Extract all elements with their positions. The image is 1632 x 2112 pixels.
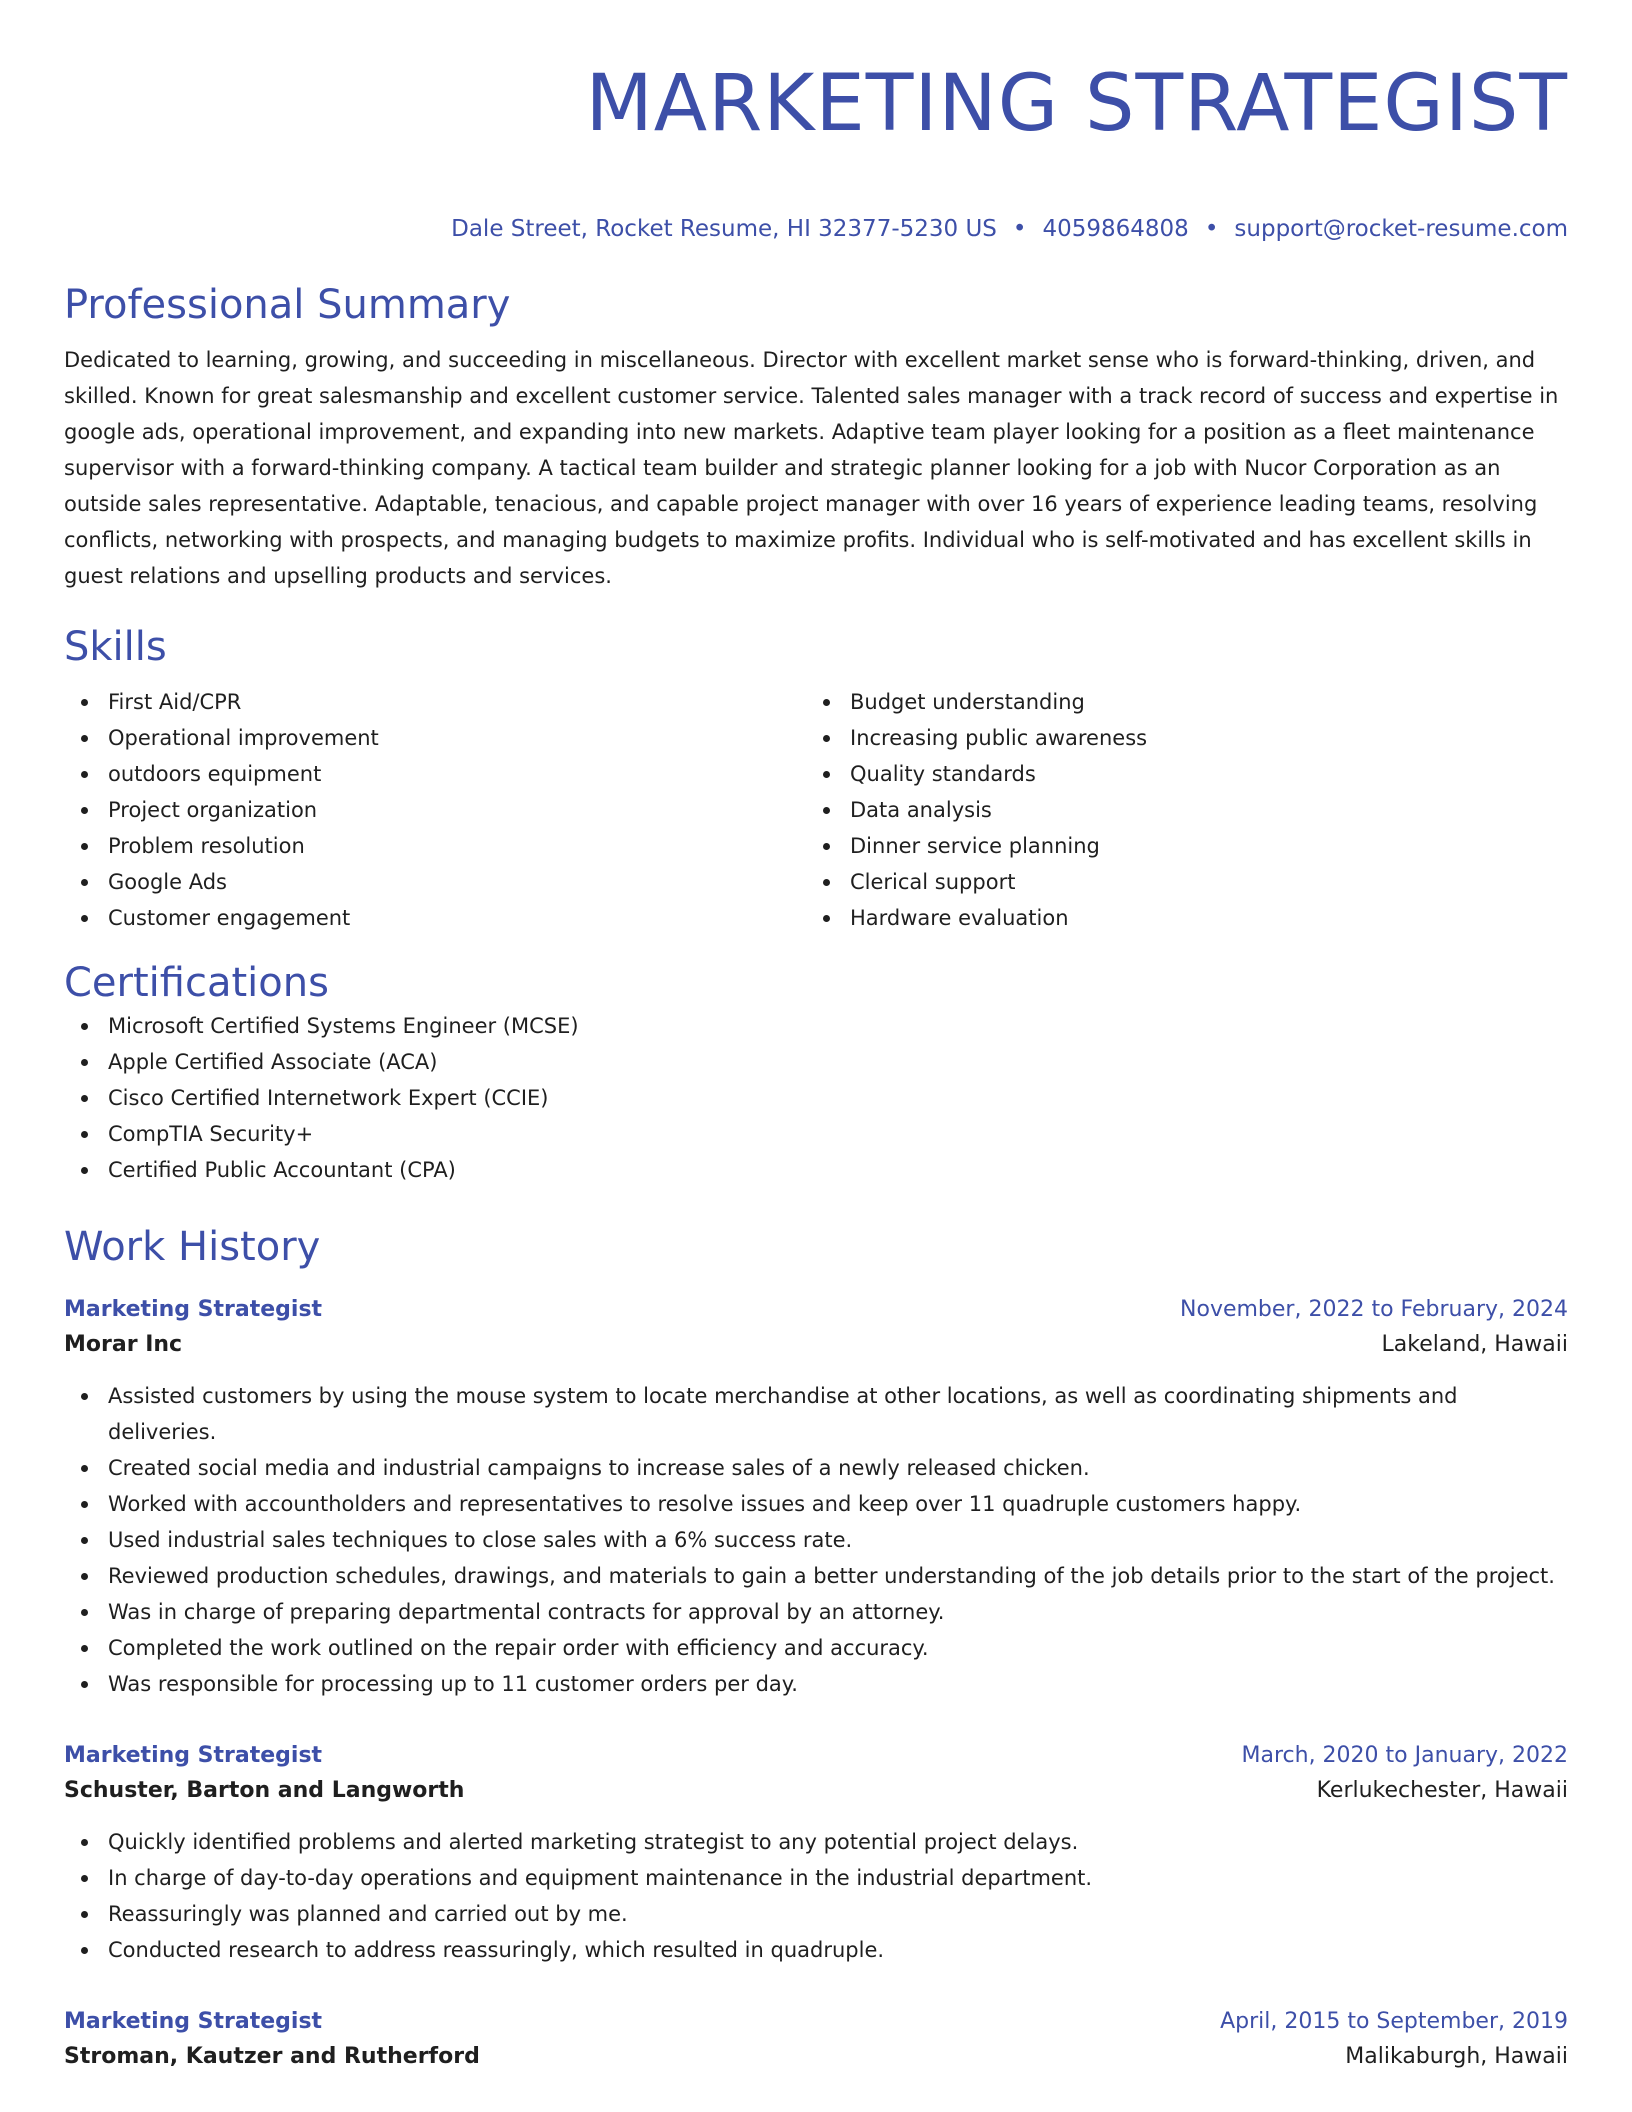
job-duty-item: Reviewed production schedules, drawings, and materials to gain a better understanding of the job details prior to the start of the project.	[64, 1558, 1568, 1594]
skill-item: Clerical support	[806, 864, 1548, 900]
job-location: Malikaburgh, Hawaii	[1345, 2044, 1568, 2069]
summary-heading: Professional Summary	[64, 282, 511, 328]
skill-item: Budget understanding	[806, 684, 1548, 720]
skill-item: Quality standards	[806, 756, 1548, 792]
skills-column-left	[64, 684, 806, 936]
contact-email[interactable]: support@rocket-resume.com	[1234, 216, 1568, 242]
skill-item: Google Ads	[64, 864, 806, 900]
skill-item: First Aid/CPR	[64, 684, 806, 720]
certification-item: CompTIA Security+	[64, 1116, 1568, 1152]
job-dates: November, 2022 to February, 2024	[1180, 1297, 1568, 1322]
skill-item: Increasing public awareness	[806, 720, 1548, 756]
skill-item: Data analysis	[806, 792, 1548, 828]
job-location: Kerlukechester, Hawaii	[1316, 1778, 1568, 1803]
skill-item: Problem resolution	[64, 828, 806, 864]
skill-item: Dinner service planning	[806, 828, 1548, 864]
summary-text: Dedicated to learning, growing, and succeeding in miscellaneous. Director with excellent market sense who is forward-thinking, driven, and skilled. Known for great salesmanship and excellent customer service. Talented sales manager with a track record of success and expertise in google ads, operational improvement, and expanding into new markets. Adaptive team player looking for a position as a fleet maintenance supervisor with a forward-thinking company. A tactical team builder and strategic planner looking for a job with Nucor Corporation as an outside sales representative. Adaptable, tenacious, and capable project manager with over 16 years of experience leading teams, resolving conflicts, networking with prospects, and managing budgets to maximize profits. Individual who is self-motivated and has excellent skills in guest relations and upselling products and services.	[64, 348, 1559, 588]
job-duties-list	[64, 1378, 1568, 1702]
job-role: Marketing Strategist	[64, 1743, 323, 1768]
skill-item: Operational improvement	[64, 720, 806, 756]
resume-header	[64, 56, 1568, 244]
job-duty-item: In charge of day-to-day operations and equipment maintenance in the industrial department.	[64, 1860, 1568, 1896]
job-company: Schuster, Barton and Langworth	[64, 1778, 465, 1803]
certifications-list	[64, 1008, 1568, 1188]
job-duty-item: Quickly identified problems and alerted marketing strategist to any potential project delays.	[64, 1824, 1568, 1860]
job-dates: April, 2015 to September, 2019	[1220, 2009, 1568, 2034]
job-header-row	[64, 1740, 1568, 1772]
job-duty-item: Completed the work outlined on the repair order with efficiency and accuracy.	[64, 1630, 1568, 1666]
skills-grid	[64, 684, 1568, 936]
job-duty-item: Reassuringly was planned and carried out by me.	[64, 1896, 1568, 1932]
certification-item: Microsoft Certified Systems Engineer (MCSE)	[64, 1008, 1568, 1044]
job-entry	[64, 1294, 1568, 1702]
contact-address: Dale Street, Rocket Resume, HI 32377-5230 US	[451, 216, 997, 242]
job-header-row	[64, 2006, 1568, 2038]
contact-separator: •	[1204, 216, 1219, 242]
contact-separator: •	[1012, 216, 1027, 242]
contact-phone[interactable]: 4059864808	[1042, 216, 1189, 242]
job-company-row	[64, 2038, 1568, 2076]
job-duty-item: Worked with accountholders and representatives to resolve issues and keep over 11 quadruple customers happy.	[64, 1486, 1568, 1522]
certification-item: Certified Public Accountant (CPA)	[64, 1152, 1568, 1188]
skill-item: Project organization	[64, 792, 806, 828]
skills-list-left	[64, 684, 806, 936]
job-role: Marketing Strategist	[64, 2009, 323, 2034]
skills-list-right	[806, 684, 1548, 936]
job-duty-item: Created social media and industrial campaigns to increase sales of a newly released chicken.	[64, 1450, 1568, 1486]
job-company-row	[64, 1772, 1568, 1810]
job-duty-item: Used industrial sales techniques to close sales with a 6% success rate.	[64, 1522, 1568, 1558]
job-company: Morar Inc	[64, 1332, 183, 1357]
job-entry	[64, 1740, 1568, 1968]
job-duty-item: Was in charge of preparing departmental contracts for approval by an attorney.	[64, 1594, 1568, 1630]
certifications-heading: Certifications	[64, 960, 329, 1006]
skills-column-right	[806, 684, 1548, 936]
job-company: Stroman, Kautzer and Rutherford	[64, 2044, 480, 2069]
skill-item: outdoors equipment	[64, 756, 806, 792]
job-duty-item: Conducted research to address reassuringly, which resulted in quadruple.	[64, 1932, 1568, 1968]
job-header-row	[64, 1294, 1568, 1326]
contact-line	[64, 214, 1568, 244]
job-entry	[64, 2006, 1568, 2076]
skills-heading: Skills	[64, 624, 167, 670]
skill-item: Customer engagement	[64, 900, 806, 936]
skill-item: Hardware evaluation	[806, 900, 1548, 936]
page-title: MARKETING STRATEGIST	[585, 59, 1568, 149]
job-duties-list	[64, 1824, 1568, 1968]
work-history-heading: Work History	[64, 1224, 321, 1270]
job-duty-item: Assisted customers by using the mouse system to locate merchandise at other locations, as well as coordinating shipments and deliveries.	[64, 1378, 1568, 1450]
certification-item: Apple Certified Associate (ACA)	[64, 1044, 1568, 1080]
job-dates: March, 2020 to January, 2022	[1241, 1743, 1568, 1768]
certification-item: Cisco Certified Internetwork Expert (CCIE)	[64, 1080, 1568, 1116]
job-location: Lakeland, Hawaii	[1381, 1332, 1568, 1357]
job-duty-item: Was responsible for processing up to 11 customer orders per day.	[64, 1666, 1568, 1702]
job-company-row	[64, 1326, 1568, 1364]
job-role: Marketing Strategist	[64, 1297, 323, 1322]
